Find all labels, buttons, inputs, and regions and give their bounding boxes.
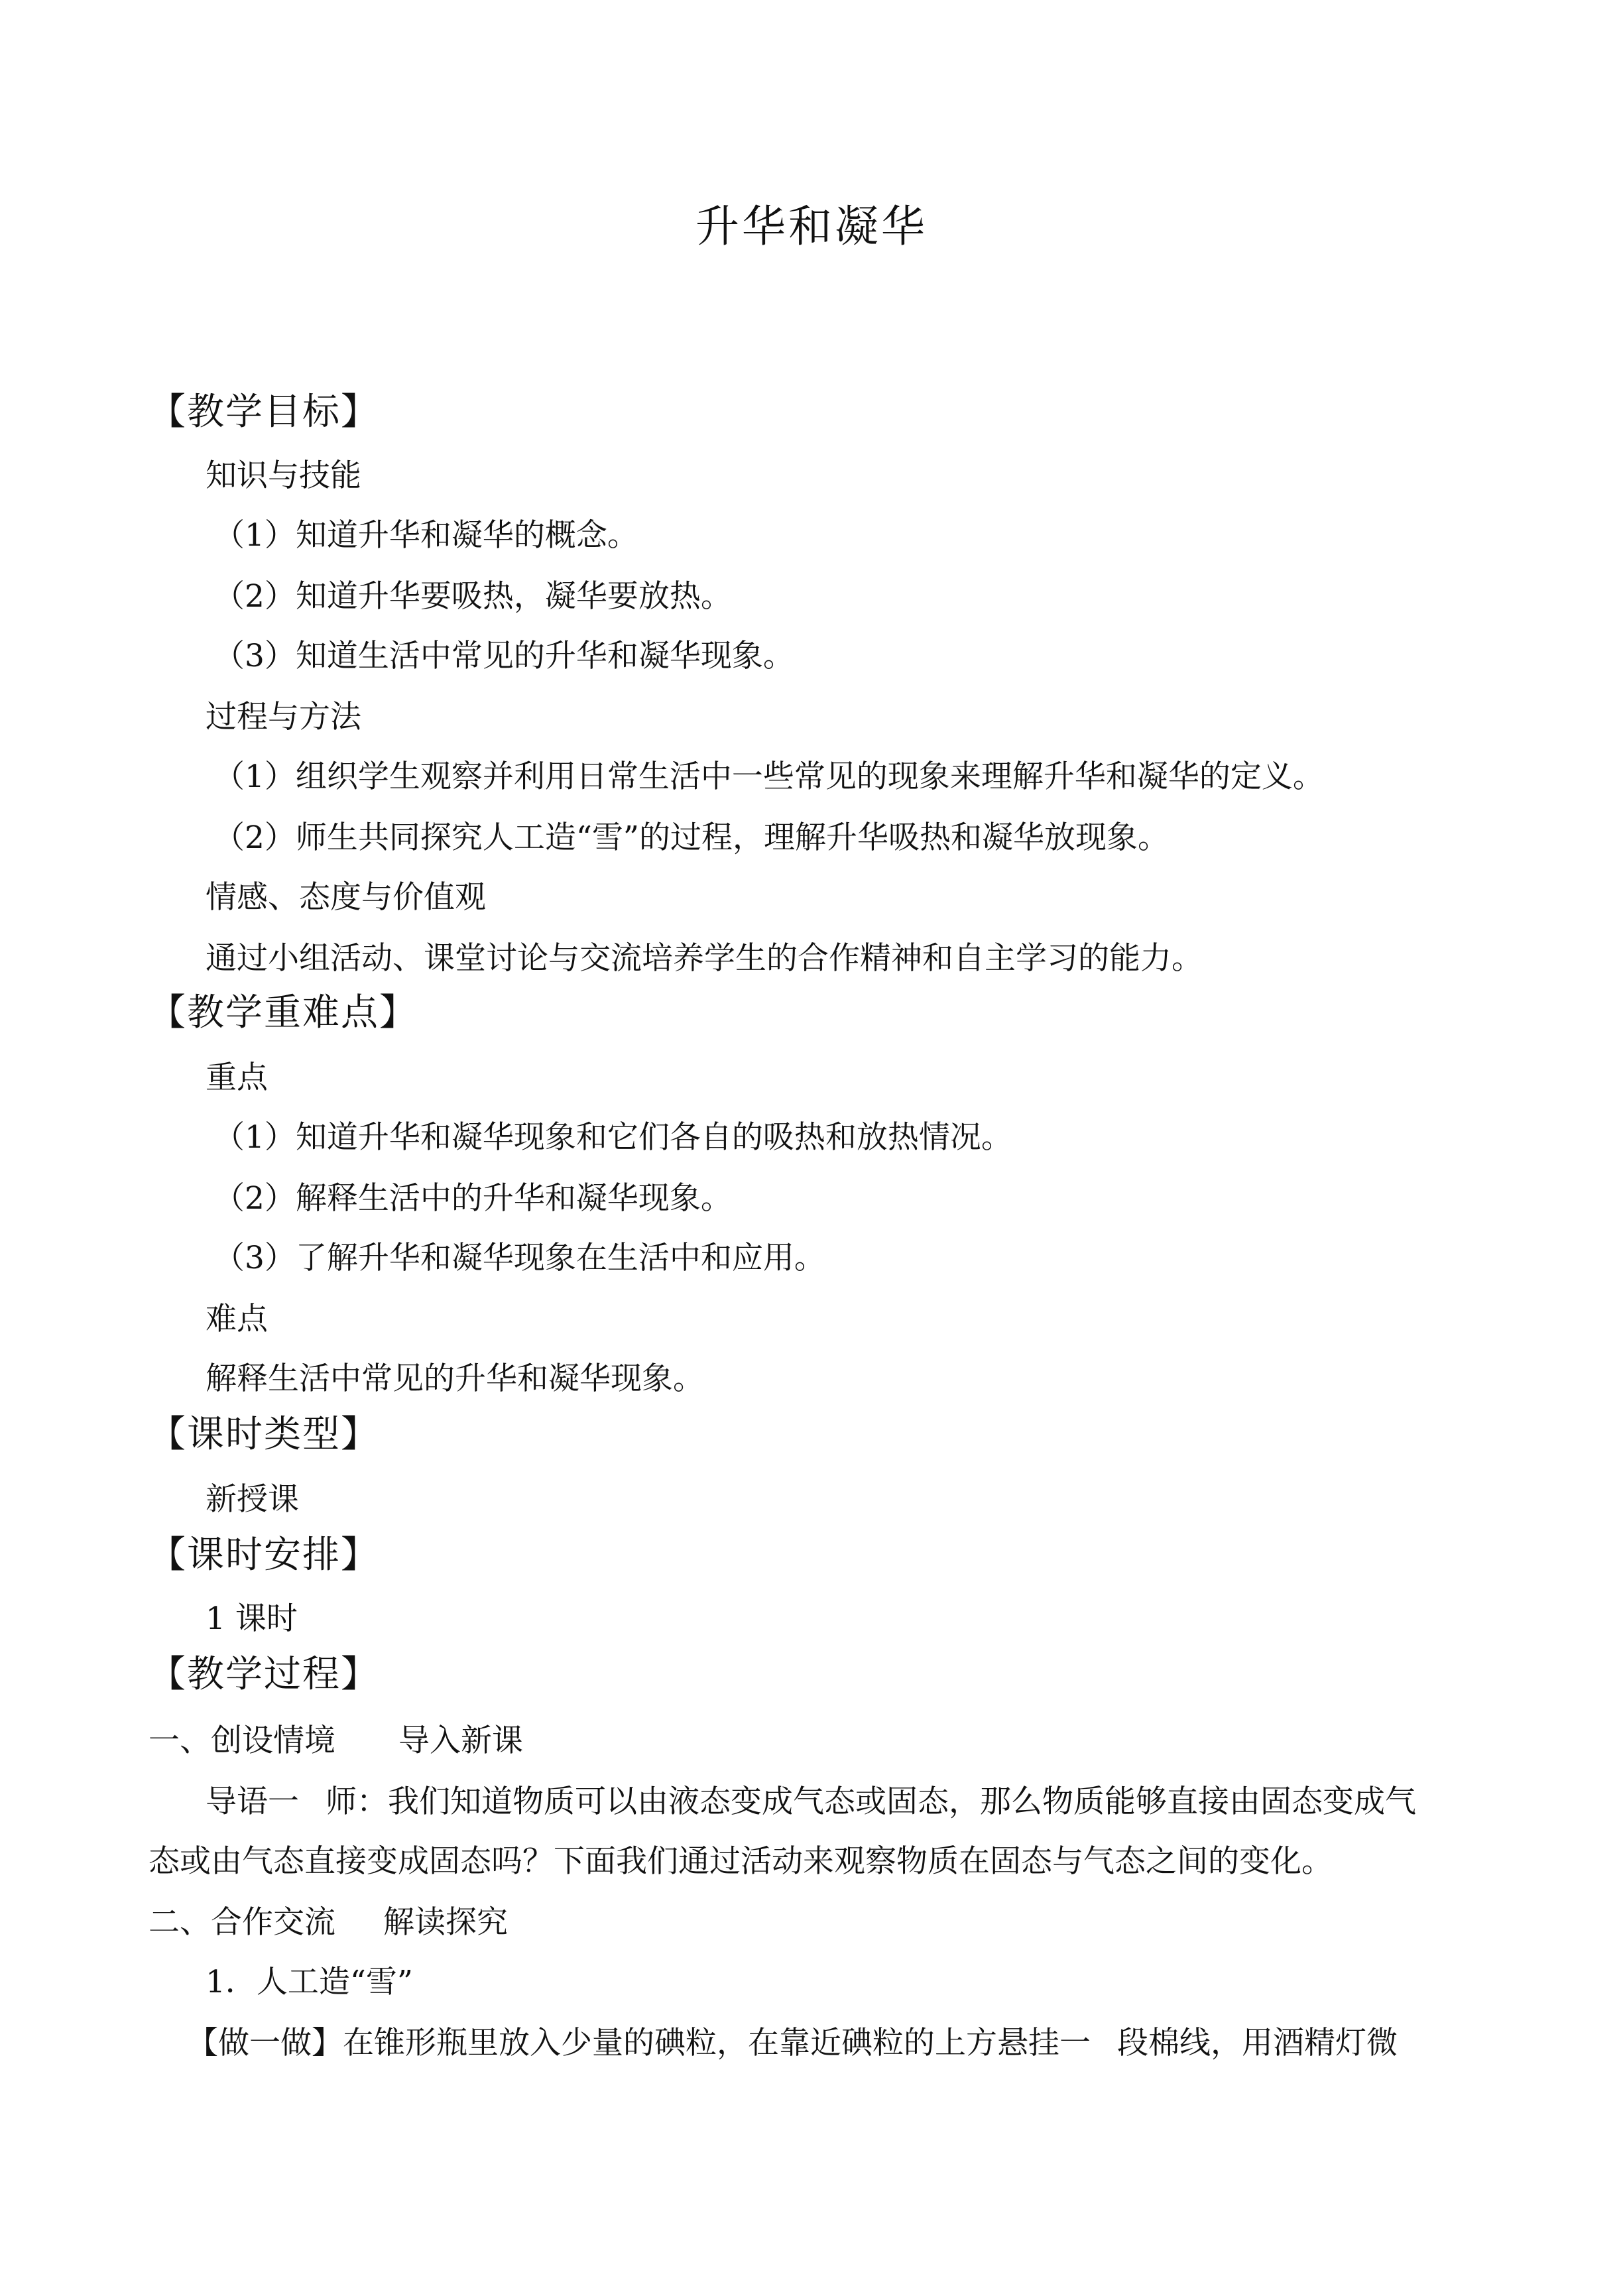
intro-text-1: 师：我们知道物质可以由液态变成气态或固态，那么物质能够直接由固态变成气 (326, 1783, 1416, 1820)
lesson-type-text: 新授课 (206, 1481, 299, 1518)
key-label: 重点 (206, 1059, 268, 1096)
knowledge-item: （1）知道升华和凝华的概念。 (213, 517, 638, 554)
difficult-label: 难点 (206, 1301, 268, 1337)
process-label: 过程与方法 (206, 699, 361, 735)
part2-title: 二、合作交流 (149, 1904, 335, 1941)
emotion-text: 通过小组活动、课堂讨论与交流培养学生的合作精神和自主学习的能力。 (206, 940, 1203, 977)
key-item: （3）了解升华和凝华现象在生活中和应用。 (213, 1240, 825, 1276)
activity-label: 【做一做】 (187, 2025, 343, 2061)
difficult-text: 解释生活中常见的升华和凝华现象。 (206, 1360, 704, 1397)
activity-line (187, 2022, 1398, 2065)
key-item: （2）解释生活中的升华和凝华现象。 (213, 1180, 732, 1217)
part1-title: 一、创设情境 (149, 1722, 335, 1759)
document-title: 升华和凝华 (695, 201, 928, 252)
emotion-label: 情感、态度与价值观 (206, 879, 486, 916)
process-part-2 (149, 1902, 508, 1944)
intro-line-2: 态或由气态直接变成固态吗？下面我们通过活动来观察物质在固态与气态之间的变化。 (149, 1843, 1333, 1880)
section-heading-key-points: 【教学重难点】 (149, 991, 418, 1034)
process-part-1 (149, 1720, 523, 1762)
activity-text-b: 段棉线，用酒精灯微 (1117, 2025, 1398, 2061)
key-item: （1）知道升华和凝华现象和它们各自的吸热和放热情况。 (213, 1119, 1012, 1156)
step-1-title: 1．人工造“雪” (206, 1964, 413, 2000)
section-heading-lesson-type: 【课时类型】 (149, 1413, 379, 1456)
knowledge-item: （2）知道升华要吸热，凝华要放热。 (213, 578, 732, 615)
intro-label: 导语一 (206, 1783, 299, 1820)
section-heading-process: 【教学过程】 (149, 1653, 379, 1696)
lesson-schedule-text: 1 课时 (206, 1601, 298, 1637)
knowledge-label: 知识与技能 (206, 457, 361, 494)
process-item: （1）组织学生观察并利用日常生活中一些常见的现象来理解升华和凝华的定义。 (213, 758, 1324, 795)
knowledge-item: （3）知道生活中常见的升华和凝华现象。 (213, 638, 794, 674)
process-item: （2）师生共同探究人工造“雪”的过程，理解升华吸热和凝华放现象。 (213, 819, 1169, 856)
part1-subtitle: 导入新课 (398, 1722, 523, 1759)
section-heading-objectives: 【教学目标】 (149, 391, 379, 434)
part2-subtitle: 解读探究 (383, 1904, 508, 1941)
intro-line-1 (206, 1781, 1416, 1823)
section-heading-lesson-schedule: 【课时安排】 (149, 1534, 379, 1577)
activity-text-a: 在锥形瓶里放入少量的碘粒，在靠近碘粒的上方悬挂一 (343, 2025, 1091, 2061)
